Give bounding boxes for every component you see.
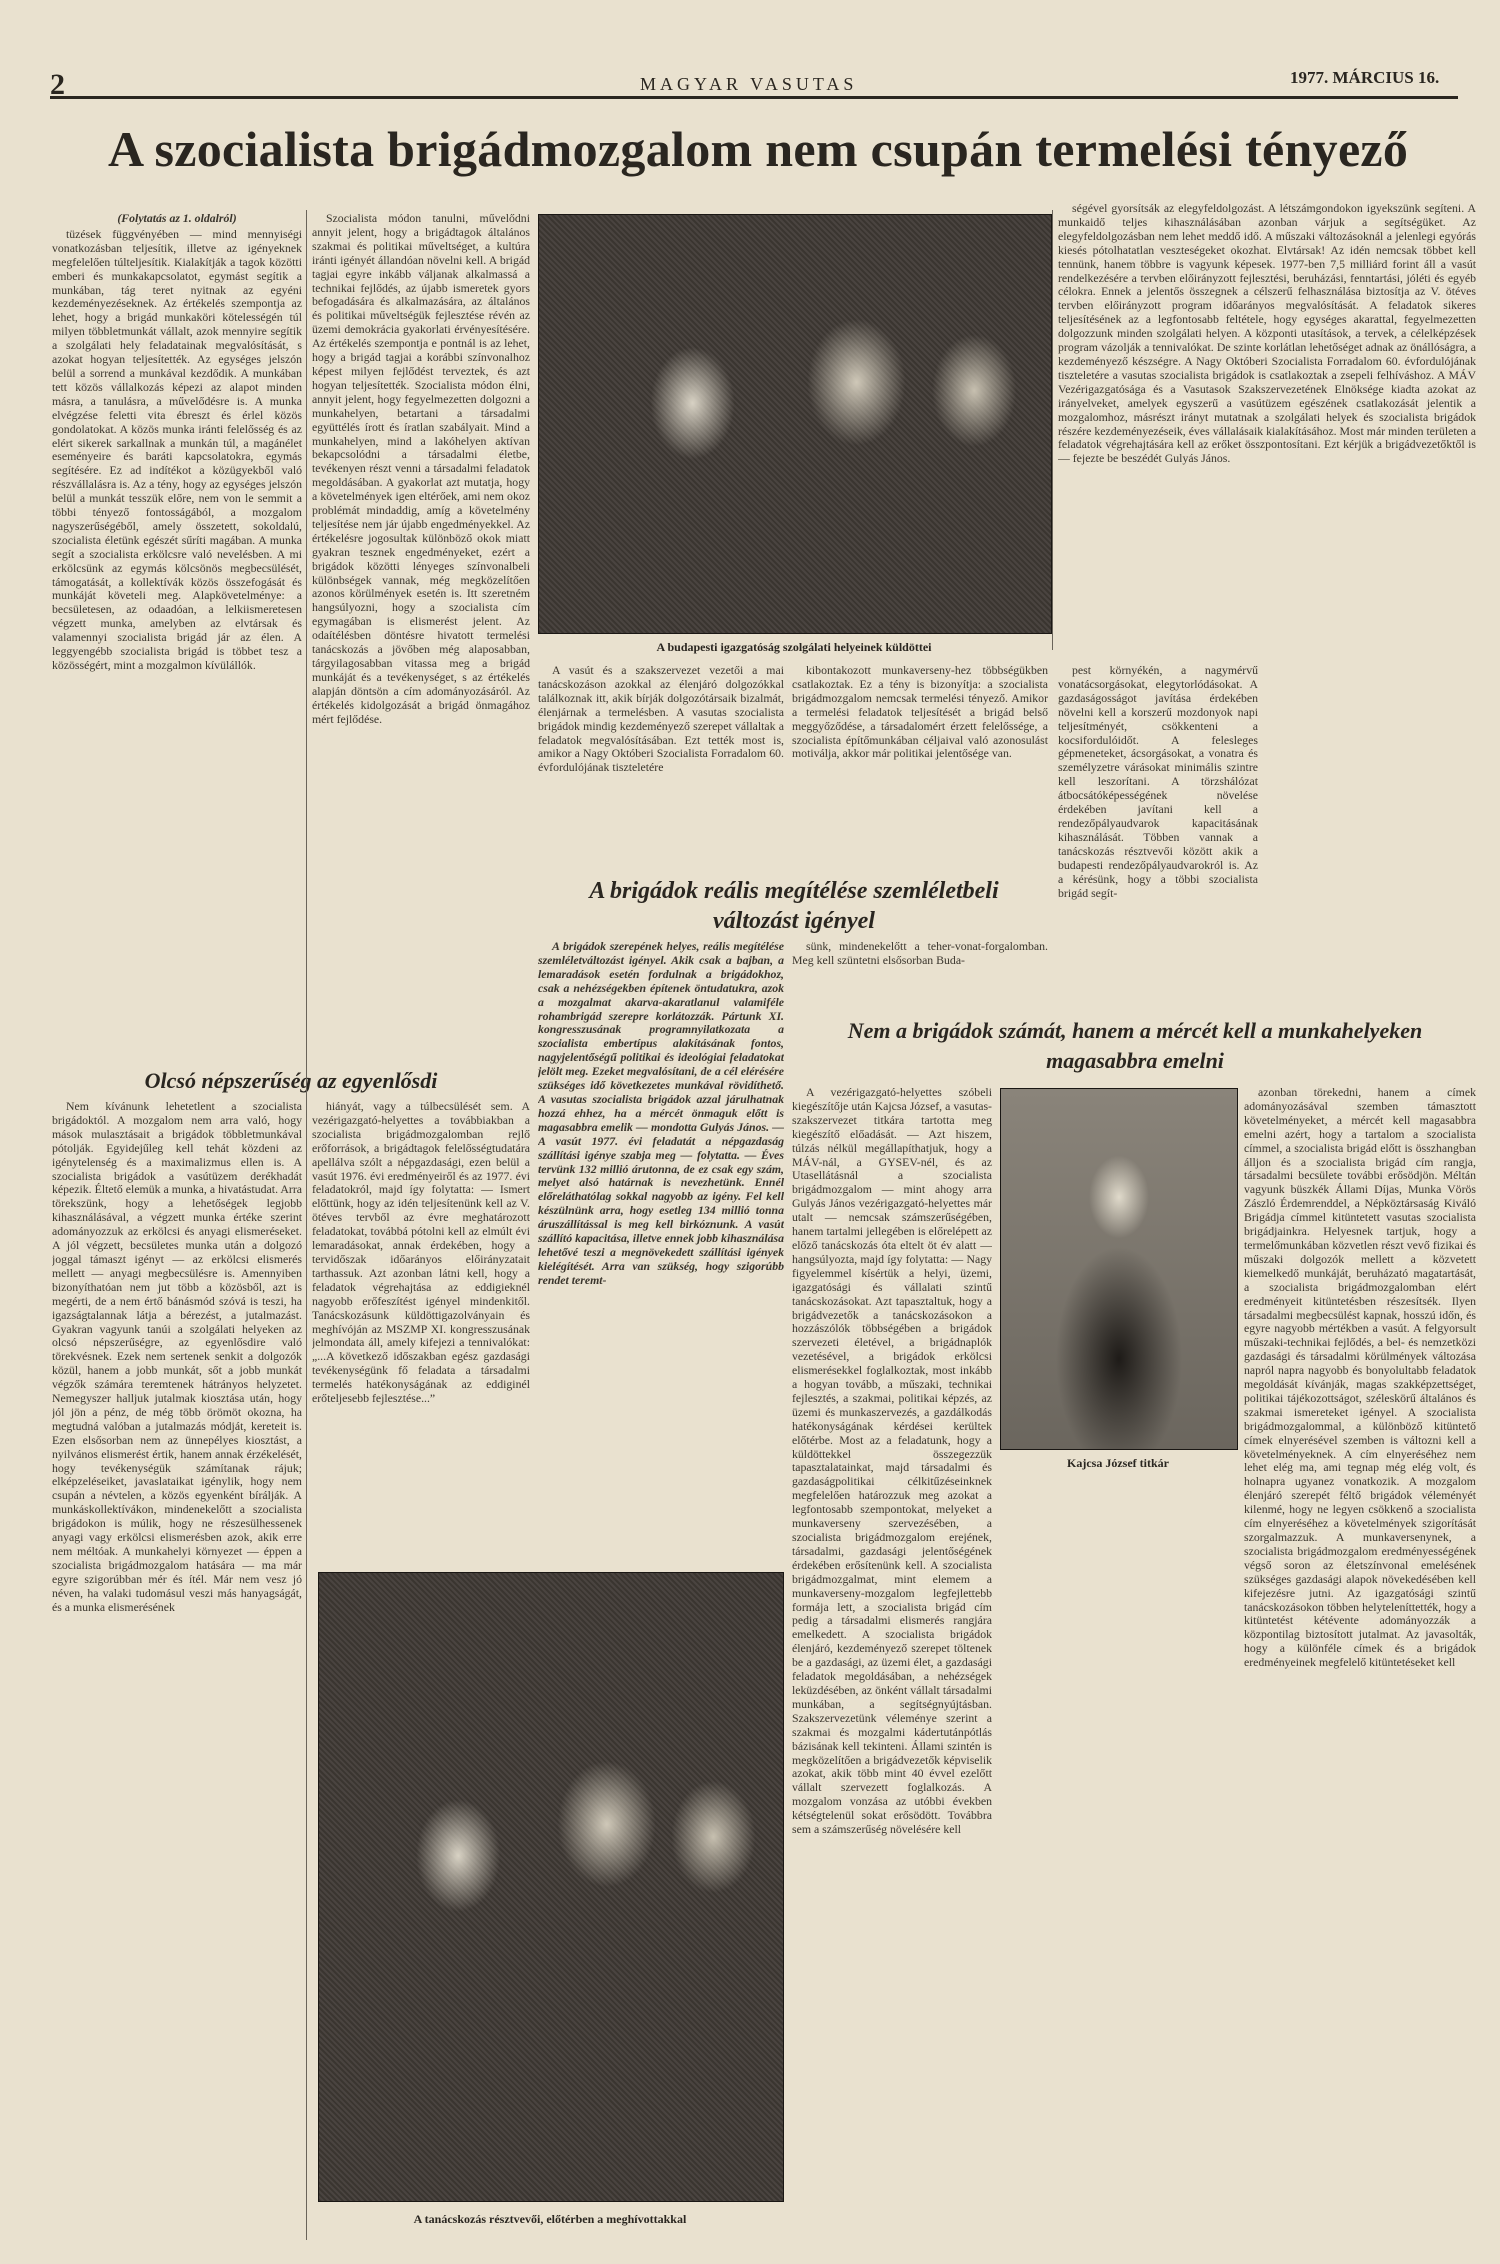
article-text: azonban törekedni, hanem a címek adományozásával szemben támasztott követelményeket, a mércét kell magasabbra emelni azért, hogy a tartalom a szocialista címmel, a szocialista brigád előtt is összhangban álljon és a szocialista brigád cím rangja, társadalmi becsülete további erősödjön. Méltán vagyunk büszkék Állami Díjas, Munka Vörös Zászló Érdemrenddel, a Népköztársaság Kiváló Brigádja címmel kitüntetett vasutas szocialista brigádjainkra. Helyesnek tartjuk, hogy a termelőmunkában közvetlen részt vevő fizikai és műszaki dolgozók mellett a közvetett kiemelkedő munkáját, beruházató magatartását, a szocialista brigádmozgalomban elért eredményeit kitüntetésben részesítsék. Ilyen társadalmi megbecsülést kapnak, hosszú időn, és egyre nagyobb mértékben a vasút. A felgyorsult műszaki-technikai fejlődés, a bel- és nemzetközi gazdasági és társadalmi körülmények változása napról napra nagyobb és bonyolultabb feladatok megoldását kívánják, magas szakképzettséget, politikai tájékozottságot, széleskörű általános és szakmai ismereteket igényel. A szocialista brigádmozgalommal, a különböző kitüntető címek elnyerésével szemben is változni kell a követelményeknek. A cím elnyeréséhez nem lehet elég ma, ami tegnap még elég volt, és holnapra ugyanez vonatkozik. A mozgalom élenjáró szerepét féltő brigádok véleményét kilenmé, hogy ne legyen csökkenő a szocialista cím elnyeréséhez a követelmények szigorítását szorgalmazzuk. A munkaversenynek, a szocialista brigádmozgalom eredményességének végső soron az életszínvonal emelésének szükséges gazdasági alapok növekedésében kell kifejezésre jutni. Az igazgatósági szintű tanácskozásokon többen helyteleníttették, hogy a kitüntetést kétévente adományozzák a központilag biztosított jutalmat. Az javasolták, hogy a különféle címek és a brigádok eredményeinek megfelelő kitüntetéseket kell — [1244, 1086, 1476, 1670]
delegates-photo — [538, 214, 1052, 634]
meeting-participants-caption: A tanácskozás résztvevői, előtérben a meghívottakkal — [413, 2212, 687, 2226]
column-4-low — [792, 940, 1048, 1000]
column-45-mid — [1058, 664, 1258, 1064]
masthead: MAGYAR VASUTAS — [640, 74, 858, 94]
column-divider — [1052, 210, 1053, 650]
main-headline: A szocialista brigádmozgalom nem csupán termelési tényező — [108, 121, 1409, 177]
article-text: tüzések függvényében — mind mennyiségi vonatkozásban teljesítik, illetve az igényeknek megfelelően túlteljesítik. Kialakítják a tagok közötti emberi és munkakapcsolatot, egymást segítik a munkában, tág teret nyitnak az egyéni kezdeményezéseknek. Az értékelés szempontja az lehet, hogy a brigád munkaköri kötelességén túl milyen többletmunkát vállalt, azok mennyire segítik a szolgálati hely feladatainak megvalósítását, s azokat hogyan teljesítették. Az egységes jelszón belül a sorrend a munkával kezdődik. A munkában tett közös vállalkozás képezi az alapot minden másra, a tanulásra, a művelődésre is. A munka elvégzése feletti vita ébreszt és érlel közös gondolatokat. A közös munka iránti felelősség és az elért sikerek sarkallnak a munkán túl, a magánélet eseményeire és baráti kapcsolatokra, egymás segítésére. Ez ad indítékot a közügyekből való részvállalásra is. Az a tény, hogy az egységes jelszón belül a munkát tesszük előre, nem von le semmit a többi tényező fontosságából, a mozgalom nagyszerűségéből, amely összetett, sokoldalú, szocialista életünk egészét sűríti magában. A munka segít a szocialista erkölcsre való nevelésben. A mi erkölcsünk az egymás kölcsönös megbecsülését, támogatását, a kollektívák közös összefogását és munkáját követeli meg. Alapkövetelménye: a becsületesen, az odaadóan, a lelkiismeretesen végzett munka, amelyben az elvtársak és valamennyi szocialista brigád jár az élen. A leggyengébb szocialista brigád is többet tesz a közösségért, mint a mozgalmon kívülállók. — [52, 226, 302, 672]
article-text: sünk, mindenekelőtt a teher-vonat-forgalomban. Meg kell szüntetni elsősorban Buda- — [792, 940, 1048, 967]
column-4-mid — [792, 664, 1048, 854]
article-text: ségével gyorsítsák az elegyfeldolgozást. A létszámgondokon igyekszünk segíteni. A munkaidő teljes kihasználásában azonban várjuk a segítségüket. Az elegyfeldolgozásban nem lehet meddő idő. A műszaki változásoknál a jelenlegi egyórás kiesés pótolhatatlan veszteségeket okozhat. Elvtársak! Az idén nemcsak többet kell tennünk, hanem többre is vagyunk képesek. 1977-ben 7,5 milliárd forint áll a vasút rendelkezésére a tervben előirányzott fejlesztési, beruházási, fenntartási, jóléti és egyéb célokra. Ennek a jelentős összegnek a célszerű felhasználása biztosítja az V. ötéves tervben előirányzott program időarányos megvalósítását. A feladatok sikeres teljesítésének az a legfontosabb feltétele, hogy egységes akarattal, fegyelmezetten dolgozzunk minden szolgálati helyen. A központi utasítások, a tervek, a célelképzések program vázolják a tennivalókat. De szinte korlátlan lehetőséget adnak az önállóságra, a kezdeményező készségre. A Nagy Októberi Szocialista Forradalom 60. évfordulójának tiszteletére a vasutas szocialista brigádok is csatlakoztak a zsepeli felhíváshoz. A MÁV Vezérigazgatósága és a Vasutasok Szakszervezetének Elnöksége kiadta azokat az irányelveket, amelyek egyszerű a vasútüzem egészének csatlakozását jelentik a mozgalomhoz, másrészt irányt mutatnak a szolgálati helyek és szocialista brigádok részére kezdeményezéseik, éves vállalásaik kialakításához. Most már minden területen a feladatok végrehajtására kell az erőket összpontosítani. Ezt kérjük a brigádvezetőktől is — fejezte be beszédét Gulyás János. — [1058, 202, 1476, 466]
column-5-low — [1244, 1086, 1476, 2230]
article-text: kibontakozott munkaverseny-hez többségükben csatlakoztak. Ez a tény is bizonyítja: a szocialista brigádmozgalom nemcsak termelési tényező. Amikor a termelési feladatok teljesítését a brigád belső meggyőződése, a társadalomért érzett felelőssége, a szocialista építőmunkában céljaival való azonosulást motiválja, akkor már politikai jelentősége van. — [792, 664, 1048, 761]
column-4-right — [792, 1086, 992, 2230]
meeting-participants-photo — [318, 1572, 784, 2202]
continuation-note: (Folytatás az 1. oldalról) — [117, 212, 237, 225]
article-text: pest környékén, a nagymérvű vonatácsorgásokat, elegytorlódásokat. A gazdaságosságot javítása érdekében növelni kell a korszerű mozdonyok napi teljesítményét, csökkenteni a kocsifordulóidőt. A felesleges gépmeneteket, ácsorgásokat, a vonatra és személyzetre várásokat minimális szintre kell leszorítani. A törzshálózat átbocsátóképességének növelése érdekében javítani kell a rendezőpályaudvarok kapacitásának kihasználását. Többen vannak a tanácskozás résztvevői között akik a budapesti rendezőpályaudvarokról is. Az a kérésünk, hogy a többi szocialista brigád segít- — [1058, 664, 1258, 900]
column-divider — [306, 210, 307, 2240]
column-1-mid — [52, 1100, 302, 2220]
subhead-raise-the-bar-line2: magasabbra emelni — [1046, 1048, 1224, 1073]
column-3-low — [538, 940, 784, 1560]
subhead-brigade-assessment-line2: változást igényel — [713, 908, 875, 934]
subhead-raise-the-bar-line1: Nem a brigádok számát, hanem a mércét kell a munkahelyeken — [847, 1018, 1423, 1043]
delegates-photo-caption: A budapesti igazgatóság szolgálati helyeinek küldöttei — [656, 640, 932, 654]
article-text: Szocialista módon tanulni, művelődni annyit jelent, hogy a brigádtagok általános szakmai és politikai műveltséget, a kultúra iránti igényét állandóan növelni kell. A brigád tagjai egyre inkább váljanak alkalmassá a technikai fejlődés, az újabb ismeretek gyors befogadására és alkalmazására, az általános és politikai műveltségük fejlesztése révén az üzemi demokrácia gyakorlati érvényesítésére. Az értékelés szempontja e pontnál is az lehet, hogy a brigád tagjai a korábbi színvonalhoz képest milyen fejlődést terveztek, és azt hogyan teljesítették. Szocialista módon élni, annyit jelent, hogy fegyelmezetten dolgozni a munkahelyen, betartani a társadalmi együttélés írott és íratlan szabályait. Mind a munkahelyen, mind a lakóhelyen aktívan bekapcsolódni a társadalmi életbe, tevékenyen részt venni a társadalmi feladatok megoldásában. A gyakorlat azt mutatja, hogy a követelmények igen eltérőek, ami nem okoz problémát mindaddig, amíg a követelmény teljesítése nem jár újabb engedményekkel. Az értékelésre jogosultak különböző okok miatt gyakran tesznek engedményeket, ezért a brigádok közötti lényeges színvonalbeli különbségek vannak, még megközelítően azonos körülmények esetén is. Itt szeretném hangsúlyozni, hogy a szocialista cím egymagában is elismerést jelent. Az odaítélésben döntésre hivatott termelési tanácskozás a jövőben még alaposabban, tárgyilagosabban vitassa meg a brigád munkáját és a tevékenységet, s az értékelés alapján döntsön a cím adományozásáról. Az értékelés kidolgozását a brigád önmagához mért fejlődése. — [312, 212, 530, 726]
article-text: Nem kívánunk lehetetlent a szocialista brigádoktól. A mozgalom nem arra való, hogy mások mulasztásait a brigádok többletmunkával pótolják. Egyidejűleg kell tehát közdeni az igénytelenség és a maximalizmus ellen is. A szocialista brigádok a vasútüzem derékhadát képezik. Éltető elemük a munka, a hivatástudat. Arra törekszünk, hogy a lehetőségek legjobb kihasználásával, a végzett munka értéke szerint adományozzuk az erkölcsi és anyagi elismeréseket. A jól végzett, becsületes munka után a dolgozó joggal támaszt igényt — az erkölcsi elismerés mellett — anyagi megbecsülésre is. Amennyiben bizonyíthatóan nem jut több a közösből, azt is megérti, de a nem értő bánásmód szóvá is teszi, ha igazságtalannak látja a bérezést, a jutalmazást. Gyakran vagyunk tanúi a szolgálati helyeken az olcsó népszerűségre, az egyenlősdire való törekvésnek. Ezek nem sertenek senkit a dolgozók közül, hanem a jobb munkát, sőt a jobb munkát végzők számára teremtenek hátrányos helyzetet. Nemegyszer halljuk jutalmak kiosztása után, hogy jól jön a pénz, de még több örömöt okozna, ha megtudná valóban a jutalmazás módját, kereteit is. Ezen elsősorban nem az ünnepélyes kiosztást, a nyilvános elismerést értik, hanem annak érzékelését, hogy tevékenységük számítanak rájuk; elképzeléseiket, javaslataikat igénylik, hogy nem csupán a névtelen, a közös egyenként bírálják. A munkáskollektívákon, mindenekelőtt a szocialista brigádokon is múlik, hogy ne részesülhessenek anyagi vagy erkölcsi elismerésben azok, akik erre nem méltóak. A munkahelyi környezet — éppen a szocialista brigádmozgalom hatására — ma már egyre szigorúbban mér és ítél. Már nem vesz jó néven, ha valaki tudomásul veszi más hanyagságát, és a munka elismerésének — [52, 1100, 302, 1614]
kajcsa-portrait-photo — [1000, 1088, 1238, 1450]
header-rule — [50, 96, 1458, 99]
subhead-brigade-assessment-line1: A brigádok reális megítélése szemléletbeli — [589, 878, 999, 904]
column-3-mid — [538, 664, 784, 854]
column-2-mid — [312, 1100, 530, 1560]
column-1-top — [52, 212, 302, 1042]
page-number: 2 — [50, 68, 65, 101]
kajcsa-portrait-caption: Kajcsa József titkár — [1067, 1456, 1169, 1470]
article-text: A brigádok szerepének helyes, reális megítélése szemléletváltozást igényel. Akik csak a bajban, a lemaradások esetén fordulnak a brigádokhoz, csak a nehézségekben építenek öntudatukra, azok a mozgalmat akarva-akaratlanul valamiféle rohambrigád szerepre korlátozzák. Pártunk XI. kongresszusának programnyilatkozata a szocialista embertípus alakításának fontos, nagyjelentőségű politikai és ideológiai feladatokat jelölt meg. Ezeket megvalósítani, de a cél elérésére szükséges idő következetes munkával rövidíthető. A vasutas szocialista brigádok azzal járulhatnak hozzá ehhez, ha a mércét önmaguk előtt is magasabbra emelik — mondotta Gulyás János. — A vasút 1977. évi feladatát a népgazdaság szállítási igénye szabja meg — folytatta. — Éves tervünk 132 millió árutonna, de ez csak egy szám, melyet alsó határnak is nevezhetünk. Ennél előreláthatólag sokkal nagyobb az igény. Fel kell készülnünk arra, hogy esetleg 134 millió tonna áruszállítással is meg kell birkóznunk. A vasút szállító kapacitása, illetve ennek jobb kihasználása lehetővé teszi a megnövekedett szállítási igények kielégítését. Arra van szükség, hogy szigorúbb rendet teremt- — [538, 940, 784, 1287]
article-text: hiányát, vagy a túlbecsülését sem. A vezérigazgató-helyettes a továbbiakban a szocialista brigádmozgalomban rejlő erőforrások, a brigádtagok felelősségtudatára apellálva szólt a népgazdasági, ezen belül a vasút 1976. évi eredményeiről és az 1977. évi feladatokról, majd így folytatta: — Ismert előttünk, hogy az idén teljesítenünk kell az V. ötéves tervből az évre meghatározott feladatokat, továbbá pótolni kell az elmúlt évi lemaradásokat, annak érdekében, hogy a tervidőszak időarányos előirányzatait tarthassuk. Azt azonban látni kell, hogy a feladatok végrehajtása az eddigieknél nagyobb erőfeszítést igényel mindenkitől. Tanácskozásunk küldöttigazolványain és meghívóján az MSZMP XI. kongresszusának jelmondata áll, amely kifejezi a tennivalókat: „...A következő időszakban egész gazdasági tevékenységünk fő feladata a társadalmi termelés hatékonyságának az eddiginél erőteljesebb fejlesztése...” — [312, 1100, 530, 1406]
article-text: A vasút és a szakszervezet vezetői a mai tanácskozáson azokkal az élenjáró dolgozókkal találkoznak itt, akik bírják dolgozótársaik bizalmát, élenjárnak a termelésben. A vasutas szocialista brigádok mindig kezdeményező szerepet vállaltak a feladatok megvalósításában. Ezt tették most is, amikor a Nagy Októberi Szocialista Forradalom 60. évfordulójának tiszteletére — [538, 664, 784, 775]
subhead-cheap-popularity: Olcsó népszerűség az egyenlősdi — [144, 1068, 438, 1093]
issue-date: 1977. MÁRCIUS 16. — [1290, 68, 1440, 87]
article-text: A vezérigazgató-helyettes szóbeli kiegészítője után Kajcsa József, a vasutas-szakszervezet titkára tartotta meg kiegészítő előadását. — Azt hiszem, túlzás nélkül megállapíthatjuk, hogy a MÁV-nál, a GYSEV-nél, és az Utasellátásnál a szocialista brigádmozgalom — mint ahogy arra Gulyás János vezérigazgató-helyettes már utalt — nemcsak számszerűségében, hanem tartalmi jellegében is előrelépett az előző tanácskozás óta eltelt öt év alatt — hangsúlyozta, majd így folytatta: — Nagy figyelemmel kísértük a helyi, üzemi, igazgatósági és vállalati szintű tanácskozásokat. Azt tapasztaltuk, hogy a brigádvezetők a tanácskozásokon a hozzászólók többségében a brigádok szervezeti életével, a brigádnaplók vezetésével, a brigádok erkölcsi elismerésekkel foglalkoztak, most inkább a hogyan tovább, a műszaki, technikai fejlesztés, a szakmai, politikai képzés, az üzemi és munkaszervezés, a gazdálkodás hatékonyságának kérdései kerültek előtérbe. Most az a feladatunk, hogy a küldöttekkel összegezzük tapasztalatainkat, majd társadalmi és gazdaságpolitikai célkitűzéseinknek megfelelően határozzuk meg azokat a legfontosabb szempontokat, melyeket a munkaverseny szervezésében, a szocialista brigádmozgalom erejének, társadalmi, gazdasági jelentőségének érdekében erősítenünk kell. A szocialista brigádmozgalmat, mint elemem a munkaverseny-mozgalom legfejlettebb formája lett, a szocialista brigád cím pedig a társadalmi elismerés rangjára emelkedett. A szocialista brigádok élenjáró, kezdeményező szerepet töltenek be a gazdasági, az üzemi élet, a gazdasági feladatok megoldásában, a nehézségek leküzdésében, az önként vállalt társadalmi munkában, a segítségnyújtásban. Szakszervezetünk véleménye szerint a szakmai és mozgalmi kádertutánpótlás bázisának kell tekinteni. Állami szintén is megközelítően a brigádvezetők képviselik azokat, akik több mint 40 évvel ezelőtt vállalt szervezett foglalkozás. A mozgalom vonzása az utóbbi években kétségtelenül sokat erősödött. Továbbra sem a számszerűség növelésére kell — [792, 1086, 992, 1837]
